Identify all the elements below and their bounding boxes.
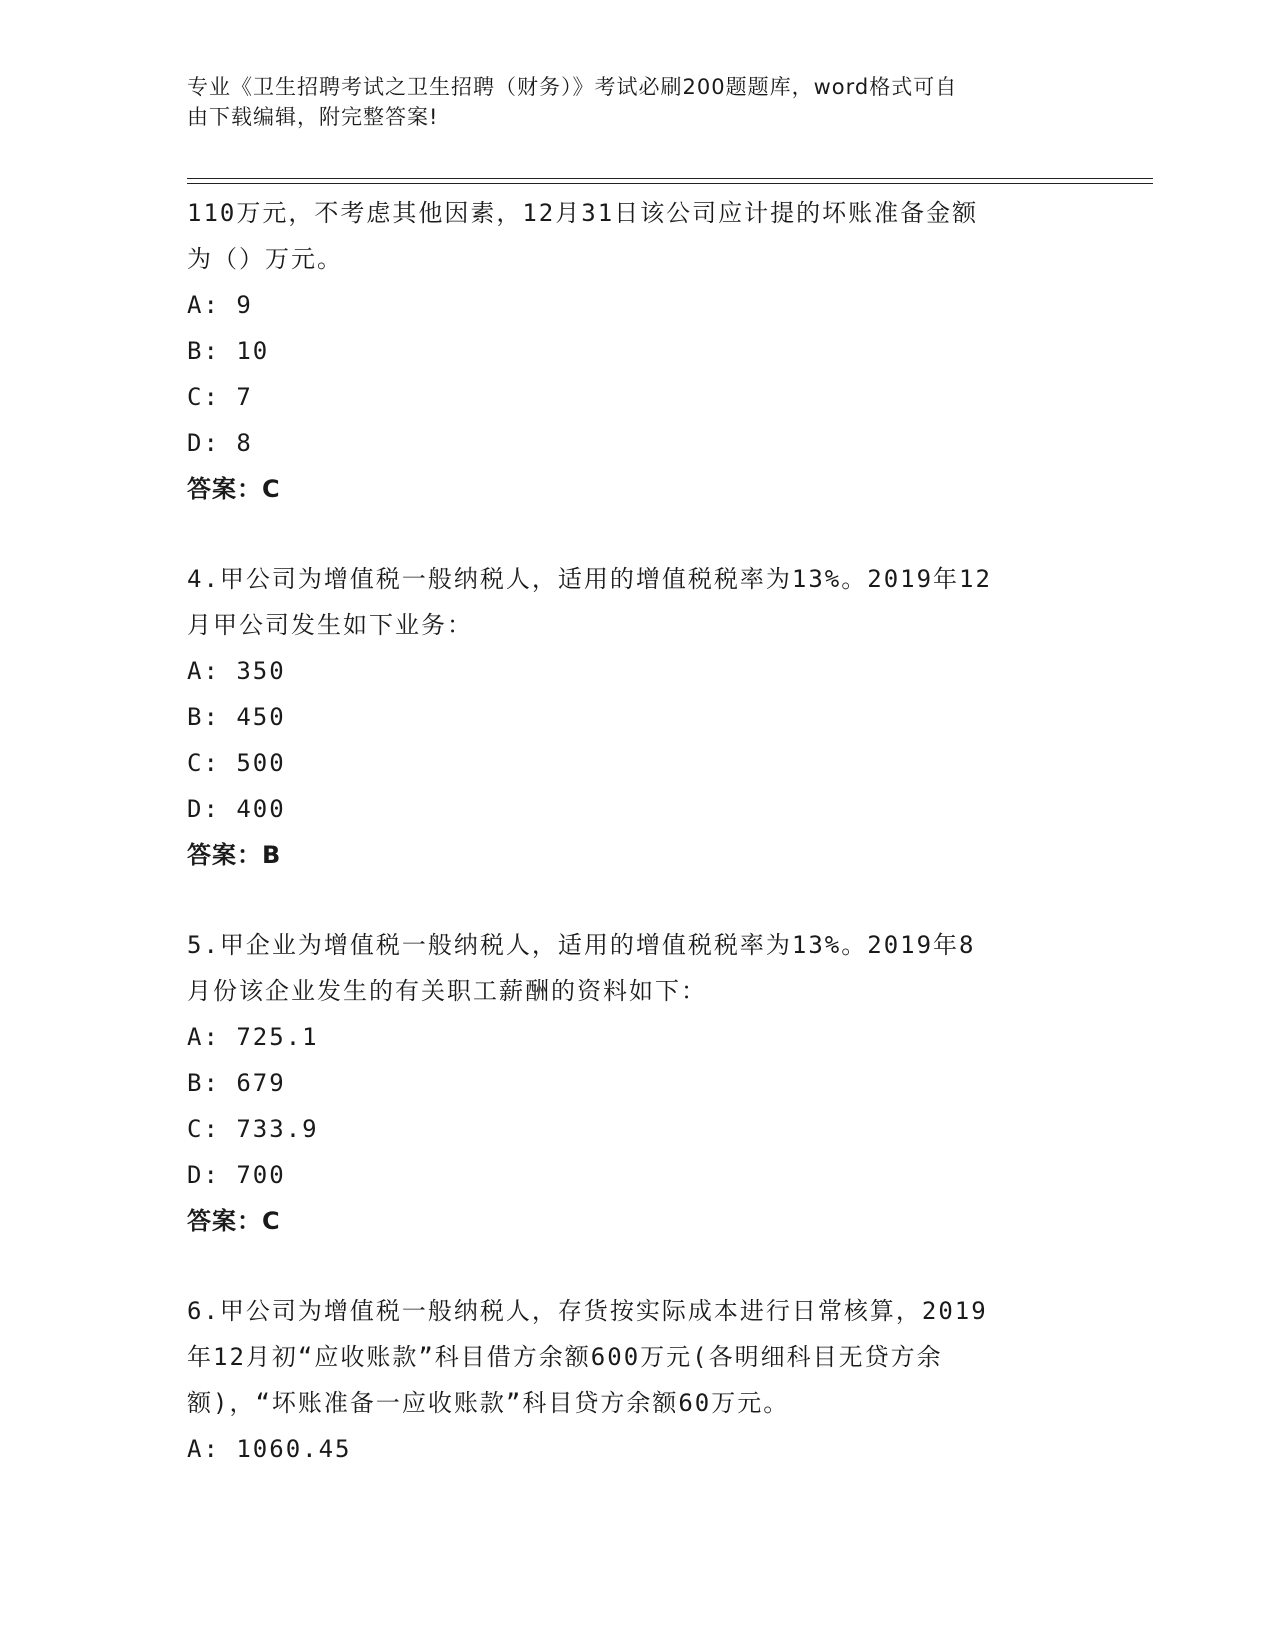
question-5	[187, 922, 1087, 1244]
question-list	[187, 190, 1087, 1472]
option-a: A: 1060.45	[187, 1435, 352, 1463]
question-4	[187, 556, 1087, 878]
question-stem: 110万元，不考虑其他因素，12月31日该公司应计提的坏账准备金额	[187, 199, 979, 227]
question-stem: 月份该企业发生的有关职工薪酬的资料如下：	[187, 977, 707, 1005]
spacer	[187, 512, 1087, 556]
option-c: C: 733.9	[187, 1115, 319, 1143]
question-stem: 额)，“坏账准备一应收账款”科目贷方余额60万元。	[187, 1389, 790, 1417]
question-6	[187, 1288, 1087, 1472]
option-a: A: 725.1	[187, 1023, 319, 1051]
question-stem: 为（）万元。	[187, 245, 343, 273]
option-d: D: 8	[187, 429, 253, 457]
option-b: B: 10	[187, 337, 270, 365]
option-d: D: 700	[187, 1161, 286, 1189]
answer-label: 答案：C	[187, 475, 281, 503]
question-stem: 6.甲公司为增值税一般纳税人，存货按实际成本进行日常核算，2019	[187, 1297, 988, 1325]
header-divider-top	[187, 178, 1153, 179]
spacer	[187, 1244, 1087, 1288]
answer-label: 答案：C	[187, 1207, 281, 1235]
question-stem: 年12月初“应收账款”科目借方余额600万元(各明细科目无贷方余	[187, 1343, 943, 1371]
option-b: B: 679	[187, 1069, 286, 1097]
option-b: B: 450	[187, 703, 286, 731]
option-c: C: 500	[187, 749, 286, 777]
option-d: D: 400	[187, 795, 286, 823]
question-stem: 4.甲公司为增值税一般纳税人，适用的增值税税率为13%。2019年12	[187, 565, 992, 593]
option-a: A: 9	[187, 291, 253, 319]
option-a: A: 350	[187, 657, 286, 685]
document-header	[187, 72, 1067, 132]
header-divider-bottom	[187, 183, 1153, 184]
spacer	[187, 878, 1087, 922]
header-line-2: 由下载编辑，附完整答案!	[187, 105, 439, 129]
answer-label: 答案：B	[187, 841, 282, 869]
option-c: C: 7	[187, 383, 253, 411]
header-line-1: 专业《卫生招聘考试之卫生招聘（财务）》考试必刷200题题库，word格式可自	[187, 75, 958, 99]
question-stem: 5.甲企业为增值税一般纳税人，适用的增值税税率为13%。2019年8	[187, 931, 976, 959]
question-stem: 月甲公司发生如下业务：	[187, 611, 473, 639]
question-3	[187, 190, 1087, 512]
